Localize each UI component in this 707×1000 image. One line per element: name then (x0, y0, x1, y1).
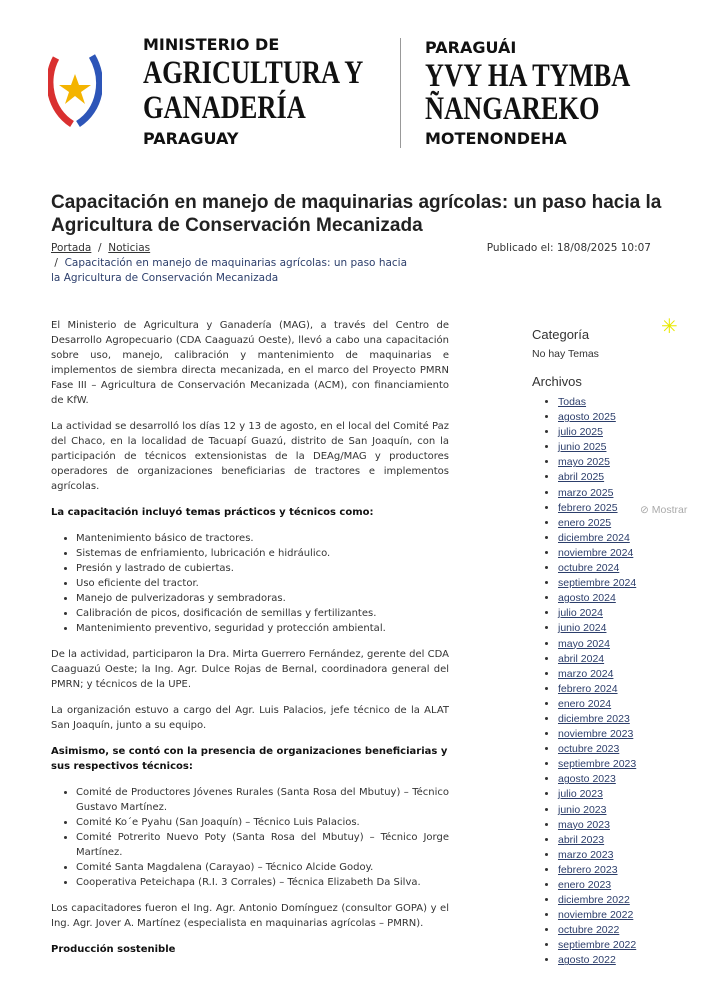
archive-item (558, 923, 682, 938)
archive-link[interactable]: septiembre 2023 (558, 758, 637, 771)
archive-link[interactable]: junio 2023 (558, 803, 607, 816)
archive-link[interactable]: febrero 2023 (558, 863, 618, 876)
archive-item (558, 697, 682, 712)
archive-item (558, 606, 682, 621)
list-item: • Cooperativa Peteichapa (R.I. 3 Corrales) – Técnica Elizabeth Da Silva. (76, 875, 449, 890)
archive-item (558, 848, 682, 863)
archive-item (558, 757, 682, 772)
archive-item (558, 833, 682, 848)
archive-item (558, 591, 682, 606)
list-item: • Comité Potrerito Nuevo Poty (Santa Rosa del Mbutuy) – Técnico Jorge Martínez. (76, 830, 449, 860)
archive-link[interactable]: abril 2023 (558, 833, 605, 846)
archive-link[interactable]: agosto 2025 (558, 411, 616, 424)
archive-item (558, 908, 682, 923)
archive-link[interactable]: junio 2025 (558, 441, 607, 454)
archive-link[interactable]: julio 2025 (558, 426, 603, 439)
logo-text: GANADERÍA (143, 90, 306, 126)
archive-link[interactable]: noviembre 2023 (558, 728, 634, 741)
archive-item (558, 486, 682, 501)
list-item: • Sistemas de enfriamiento, lubricación e hidráulico. (76, 546, 449, 561)
archive-item (558, 682, 682, 697)
archive-link[interactable]: octubre 2023 (558, 743, 620, 756)
archive-link[interactable]: noviembre 2024 (558, 546, 634, 559)
archive-link[interactable]: enero 2023 (558, 879, 612, 891)
archive-item (558, 803, 682, 818)
archive-item (558, 742, 682, 757)
breadcrumb-current: Capacitación en manejo de maquinarias agrícolas: un paso hacia la Agricultura de Conservación Mecanizada (51, 257, 408, 284)
logo-text: MOTENONDEHA (425, 129, 567, 148)
archive-link[interactable]: junio 2024 (558, 622, 607, 635)
archive-link[interactable]: marzo 2024 (558, 667, 614, 680)
archive-item (558, 425, 682, 440)
archive-link[interactable]: mayo 2024 (558, 637, 610, 650)
list-item: • Comité Santa Magdalena (Carayao) – Técnico Alcide Godoy. (76, 860, 449, 875)
archive-item (558, 893, 682, 908)
archive-link[interactable]: abril 2024 (558, 652, 605, 665)
logo-divider (400, 38, 401, 148)
archive-item (558, 772, 682, 787)
list-item: • Presión y lastrado de cubiertas. (76, 561, 449, 576)
list-item: • Mantenimiento preventivo, seguridad y protección ambiental. (76, 621, 449, 636)
archive-link[interactable]: febrero 2025 (558, 501, 618, 514)
breadcrumb: Portada / Noticias / Capacitación en manejo de maquinarias agrícolas: un paso hacia la Agricultura de Conservación Mecanizada (51, 242, 408, 284)
archive-link[interactable]: mayo 2025 (558, 456, 610, 469)
category-empty: No hay Temas (532, 348, 599, 360)
logo-text: PARAGUAY (143, 129, 239, 148)
archive-item (558, 561, 682, 576)
archive-item (558, 395, 682, 410)
archive-item (558, 938, 682, 953)
archive-link[interactable]: marzo 2023 (558, 848, 614, 861)
archive-item (558, 576, 682, 591)
archive-item (558, 818, 682, 833)
archive-item (558, 410, 682, 425)
emblem-icon (48, 50, 102, 128)
archive-link[interactable]: enero 2025 (558, 516, 612, 529)
archive-link[interactable]: agosto 2023 (558, 773, 616, 786)
archive-item (558, 516, 682, 531)
archive-link[interactable]: diciembre 2024 (558, 531, 630, 544)
archive-link[interactable]: julio 2023 (558, 788, 603, 801)
archive-link[interactable]: octubre 2024 (558, 562, 620, 575)
ministry-logo[interactable] (48, 30, 668, 155)
archive-item (558, 531, 682, 546)
archive-item (558, 637, 682, 652)
archive-link[interactable]: agosto 2024 (558, 592, 616, 605)
archive-item (558, 546, 682, 561)
archive-link[interactable]: febrero 2024 (558, 682, 618, 695)
published-date: Publicado el: 18/08/2025 10:07 (486, 242, 651, 254)
subheading: Asimismo, se contó con la presencia de organizaciones beneficiarias y sus respectivos técnicos: (51, 746, 448, 772)
archive-link[interactable]: septiembre 2022 (558, 939, 637, 952)
sparkle-icon: ✳ (661, 314, 678, 338)
article-body (51, 318, 449, 957)
archive-item (558, 863, 682, 878)
list-item: • Calibración de picos, dosificación de semillas y fertilizantes. (76, 606, 449, 621)
archive-link[interactable]: julio 2024 (558, 607, 603, 620)
page-title: Capacitación en manejo de maquinarias agrícolas: un paso hacia la Agricultura de Conservación Mecanizada (51, 192, 662, 236)
archive-item (558, 652, 682, 667)
eye-off-icon: ⊘ (640, 504, 649, 516)
archive-item (558, 470, 682, 485)
paragraph: El Ministerio de Agricultura y Ganadería (MAG), a través del Centro de Desarrollo Agropecuario (CDA Caaguazú Oeste), llevó a cabo una capacitación sobre uso, manejo, calibración y mantenimiento de maquinarias e implementos de siembra directa mecanizada, en el marco del Proyecto PMRN Fase III – Agricultura de Conservación Mecanizada (ACM), con financiamiento de KfW. (51, 320, 449, 406)
logo-text: YVY HA TYMBA (425, 58, 631, 94)
category-title: Categoría (532, 327, 590, 342)
archive-link[interactable]: mayo 2023 (558, 818, 610, 831)
logo-text: PARAGUÁI (425, 38, 517, 57)
archive-link[interactable]: marzo 2025 (558, 486, 614, 499)
archive-link[interactable]: diciembre 2022 (558, 894, 630, 907)
archive-list (558, 395, 682, 969)
paragraph: La organización estuvo a cargo del Agr. Luis Palacios, jefe técnico de la ALAT San Joaquín, junto a su equipo. (51, 705, 449, 731)
subheading: Producción sostenible (51, 944, 176, 955)
logo-text: ÑANGAREKO (425, 91, 600, 127)
archive-item (558, 667, 682, 682)
subheading: La capacitación incluyó temas prácticos y técnicos como: (51, 507, 374, 518)
show-button[interactable] (640, 504, 687, 516)
breadcrumb-news[interactable]: Noticias (108, 242, 151, 254)
archive-item (558, 878, 682, 893)
list-item: • Comité Ko´e Pyahu (San Joaquín) – Técnico Luis Palacios. (76, 815, 449, 830)
sidebar (532, 327, 682, 969)
logo-text: AGRICULTURA Y (143, 55, 364, 91)
paragraph: La actividad se desarrolló los días 12 y 13 de agosto, en el local del Comité Paz del Chaco, en la localidad de Tacuapí Guazú, distrito de San Joaquín, con la participación de técnicos extensionistas de la DEAg/MAG y productores operadores de organizaciones beneficiarias de tractores e implementos agrícolas. (51, 421, 449, 492)
topics-list (76, 531, 449, 636)
archive-item (558, 787, 682, 802)
archive-item (558, 953, 682, 968)
archive-item (558, 455, 682, 470)
list-item: • Manejo de pulverizadoras y sembradoras. (76, 591, 449, 606)
archive-link[interactable]: noviembre 2022 (558, 909, 634, 922)
archive-title: Archivos (532, 374, 582, 389)
archive-link[interactable]: Todas (558, 396, 587, 408)
archive-link[interactable]: enero 2024 (558, 697, 612, 710)
archive-link[interactable]: octubre 2022 (558, 924, 620, 937)
paragraph: De la actividad, participaron la Dra. Mirta Guerrero Fernández, gerente del CDA Caaguazú Oeste; la Ing. Agr. Dulce Rojas de Bernal, coordinadora general del PMRN; y técnicos de la UPE. (51, 649, 449, 690)
archive-item (558, 621, 682, 636)
archive-item (558, 727, 682, 742)
archive-link[interactable]: septiembre 2024 (558, 577, 637, 590)
logo-text: MINISTERIO DE (143, 35, 280, 54)
list-item: • Uso eficiente del tractor. (76, 576, 449, 591)
archive-link[interactable]: diciembre 2023 (558, 712, 630, 725)
organizations-list (76, 785, 449, 890)
paragraph: Los capacitadores fueron el Ing. Agr. Antonio Domínguez (consultor GOPA) y el Ing. Agr. Jover A. Martínez (especialista en maquinarias agrícolas – PMRN). (51, 903, 449, 929)
archive-item (558, 440, 682, 455)
archive-item (558, 712, 682, 727)
archive-link[interactable]: agosto 2022 (558, 954, 616, 967)
list-item: • Mantenimiento básico de tractores. (76, 531, 449, 546)
breadcrumb-home[interactable]: Portada (51, 242, 92, 254)
archive-link[interactable]: abril 2025 (558, 471, 605, 484)
show-label: Mostrar (651, 504, 688, 516)
meta-row (51, 241, 671, 286)
list-item: • Comité de Productores Jóvenes Rurales (Santa Rosa del Mbutuy) – Técnico Gustavo Martínez. (76, 785, 449, 815)
